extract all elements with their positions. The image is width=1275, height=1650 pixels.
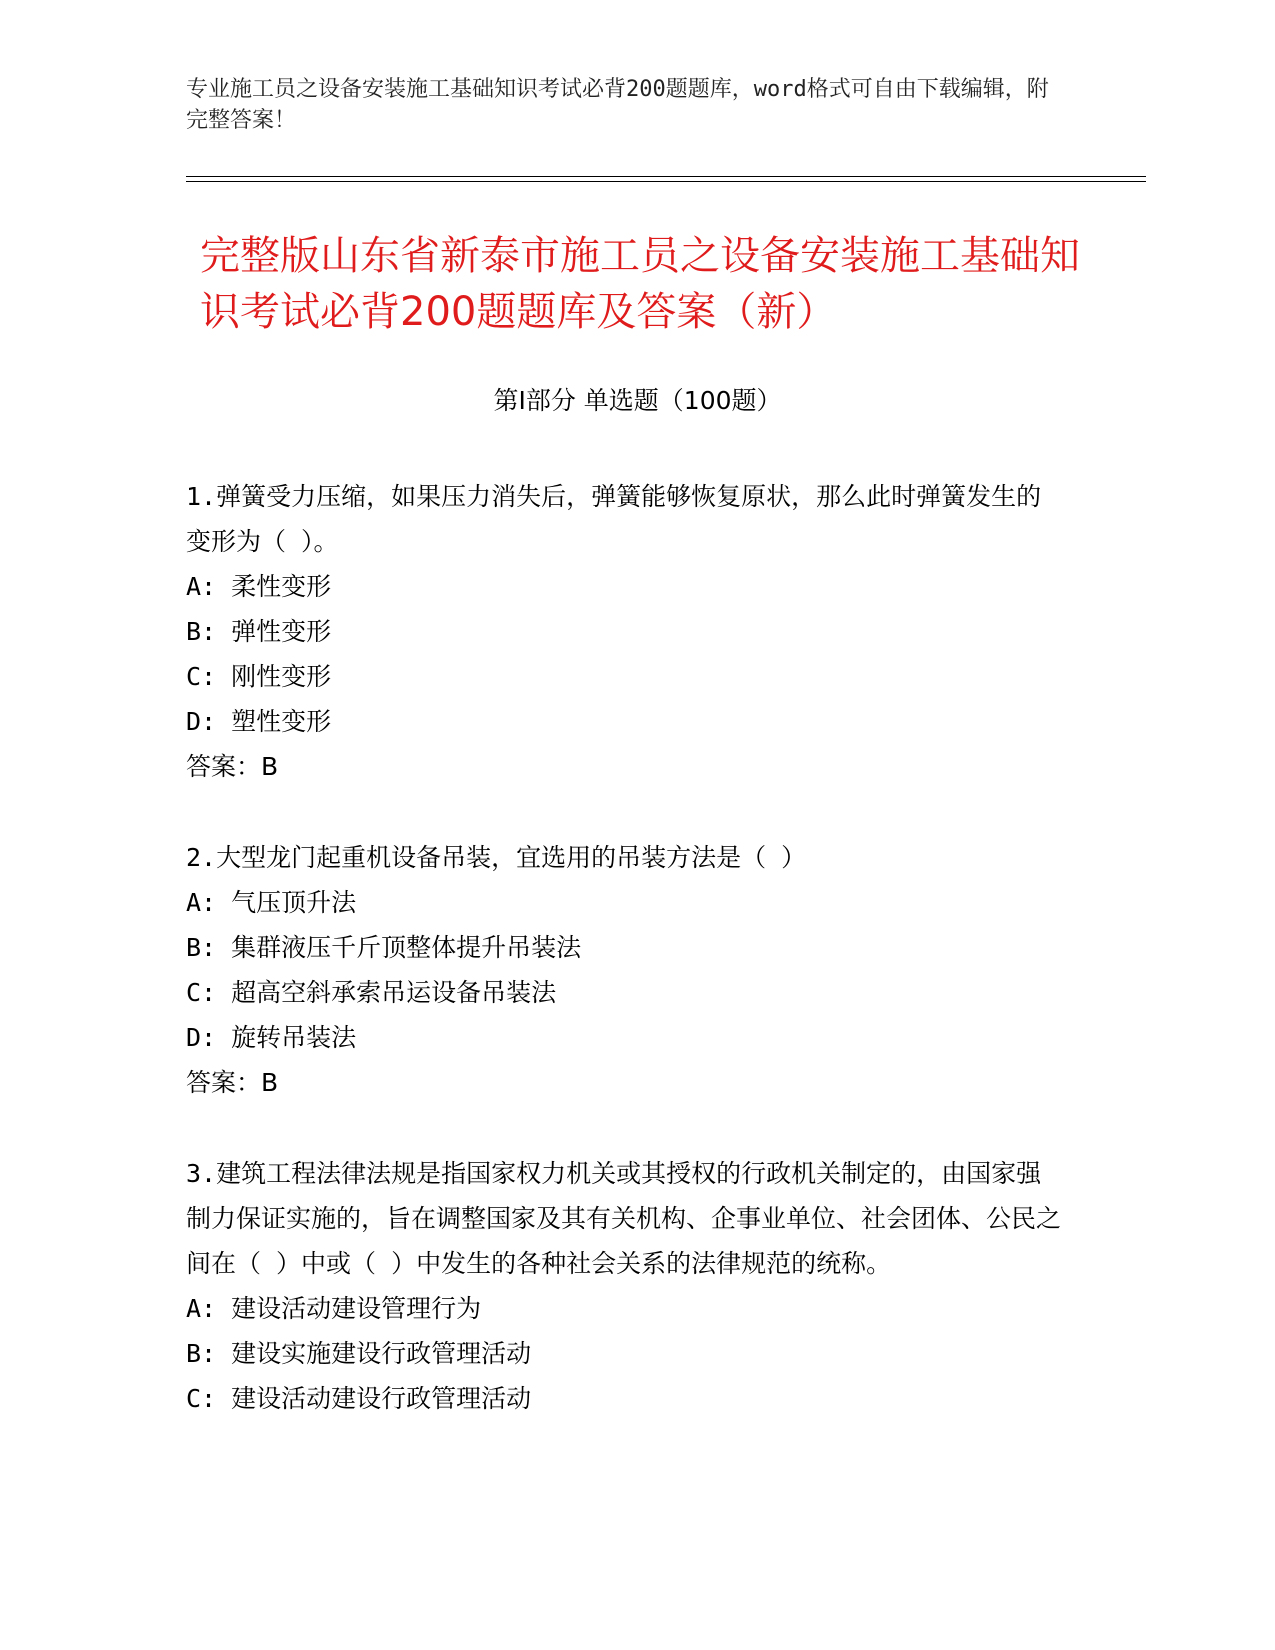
document-title: 完整版山东省新泰市施工员之设备安装施工基础知识考试必背200题题库及答案（新） (200, 233, 1080, 335)
option-a: A: 柔性变形 (186, 572, 332, 601)
question-stem: 3.建筑工程法律法规是指国家权力机关或其授权的行政机关制定的，由国家强制力保证实施的，旨在调整国家及其有关机构、企事业单位、社会团体、公民之间在（ ）中或（ ）中发生的各种社会关系的法律规范的统称。 (186, 1159, 1062, 1278)
header-note: 专业施工员之设备安装施工基础知识考试必背200题题库，word格式可自由下载编辑，附完整答案！ (186, 77, 1049, 133)
option-a: A: 气压顶升法 (186, 888, 357, 917)
option-b: B: 弹性变形 (186, 617, 332, 646)
option-b: B: 建设实施建设行政管理活动 (186, 1339, 532, 1368)
question-list (186, 474, 1066, 1467)
answer: 答案：B (186, 1068, 279, 1097)
section-title: 第I部分 单选题（100题） (493, 386, 782, 415)
header-rule-bottom (186, 181, 1146, 182)
question-stem: 1.弹簧受力压缩，如果压力消失后，弹簧能够恢复原状，那么此时弹簧发生的变形为（ ）。 (186, 482, 1042, 556)
option-c: C: 刚性变形 (186, 662, 332, 691)
question-stem: 2.大型龙门起重机设备吊装，宜选用的吊装方法是（ ） (186, 843, 807, 872)
question-2 (186, 835, 1066, 1105)
option-c: C: 建设活动建设行政管理活动 (186, 1384, 532, 1413)
question-3 (186, 1151, 1066, 1421)
question-1 (186, 474, 1066, 789)
option-d: D: 旋转吊装法 (186, 1023, 357, 1052)
option-d: D: 塑性变形 (186, 707, 332, 736)
option-b: B: 集群液压千斤顶整体提升吊装法 (186, 933, 582, 962)
answer: 答案：B (186, 752, 279, 781)
option-a: A: 建设活动建设管理行为 (186, 1294, 482, 1323)
option-c: C: 超高空斜承索吊运设备吊装法 (186, 978, 557, 1007)
header-rule-top (186, 176, 1146, 177)
